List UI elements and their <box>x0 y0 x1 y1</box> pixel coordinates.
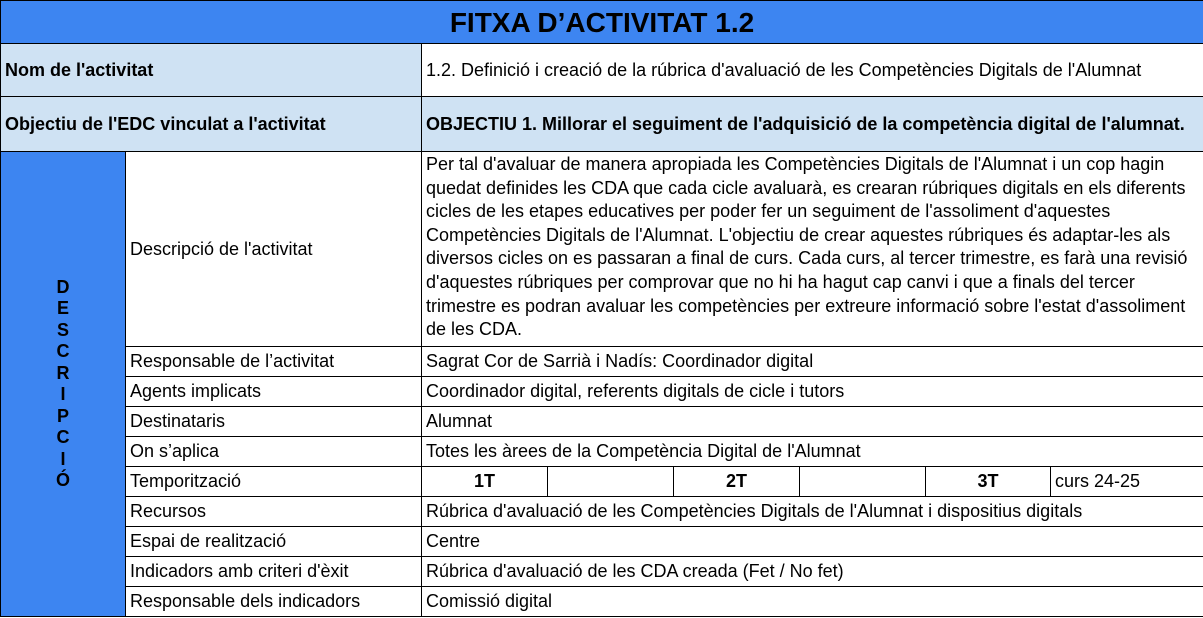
temporitzacio-1t-value <box>548 467 674 497</box>
descripcio-letter: D <box>56 276 70 297</box>
agents-value: Coordinador digital, referents digitals de cicle i tutors <box>422 377 1203 407</box>
descripcio-letter: C <box>56 427 70 447</box>
espai-label: Espai de realització <box>126 527 422 557</box>
descripcio-letter: C <box>56 341 70 361</box>
destinataris-label: Destinataris <box>126 407 422 437</box>
descripcio-letter: P <box>56 405 69 426</box>
indicadors-label: Indicadors amb criteri d'èxit <box>126 557 422 587</box>
nom-value: 1.2. Definició i creació de la rúbrica d'avaluació de les Competències Digitals de l'Alumnat <box>422 44 1203 97</box>
recursos-value: Rúbrica d'avaluació de les Competències Digitals de l'Alumnat i dispositius digitals <box>422 497 1203 527</box>
temporitzacio-2t: 2T <box>674 467 800 497</box>
descripcio-letter: R <box>56 362 70 383</box>
page-title: FITXA D’ACTIVITAT 1.2 <box>1 1 1203 44</box>
descripcio-letter: I <box>60 384 66 404</box>
objectiu-value: OBJECTIU 1. Millorar el seguiment de l'adquisició de la competència digital de l'alumnat. <box>422 97 1203 152</box>
agents-label: Agents implicats <box>126 377 422 407</box>
on-aplica-label: On s’aplica <box>126 437 422 467</box>
on-aplica-value: Totes les àrees de la Competència Digital de l'Alumnat <box>422 437 1203 467</box>
destinataris-value: Alumnat <box>422 407 1203 437</box>
temporitzacio-2t-value <box>800 467 926 497</box>
descripcio-letter: S <box>56 319 69 340</box>
descripcio-letter: Ó <box>55 470 70 490</box>
temporitzacio-curs: curs 24-25 <box>1051 467 1203 497</box>
descripcio-activitat-label: Descripció de l'activitat <box>126 152 422 347</box>
responsable-label: Responsable de l’activitat <box>126 347 422 377</box>
nom-label: Nom de l'activitat <box>1 44 422 97</box>
temporitzacio-1t: 1T <box>422 467 548 497</box>
descripcio-activitat-value: Per tal d'avaluar de manera apropiada les Competències Digitals de l'Alumnat i un cop hagin quedat definides les CDA que cada cicle avaluarà, es crearan rúbriques digitals en els diferents cicles de les etapes educatives per poder fer un seguiment de l'assoliment d'aquestes Competències Digitals de l'Alumnat. L'objectiu de crear aquestes rúbriques és adaptar-les als diversos cicles on es passaran a final de curs. Cada curs, al tercer trimestre, es farà una revisió d'aquestes rúbriques per comprovar que no hi ha hagut cap canvi i que a finals del tercer trimestre es podran avaluar les competències per extreure informació sobre l'estat d'assoliment de les CDA. <box>422 152 1203 347</box>
descripcio-vertical-label <box>1 152 126 617</box>
indicadors-value: Rúbrica d'avaluació de les CDA creada (Fet / No fet) <box>422 557 1203 587</box>
descripcio-letter: E <box>56 298 69 318</box>
temporitzacio-3t: 3T <box>926 467 1051 497</box>
recursos-label: Recursos <box>126 497 422 527</box>
objectiu-label: Objectiu de l'EDC vinculat a l'activitat <box>1 97 422 152</box>
temporitzacio-label: Temporització <box>126 467 422 497</box>
resp-indicadors-value: Comissió digital <box>422 587 1203 617</box>
descripcio-letter: I <box>60 448 66 469</box>
responsable-value: Sagrat Cor de Sarrià i Nadís: Coordinador digital <box>422 347 1203 377</box>
espai-value: Centre <box>422 527 1203 557</box>
resp-indicadors-label: Responsable dels indicadors <box>126 587 422 617</box>
